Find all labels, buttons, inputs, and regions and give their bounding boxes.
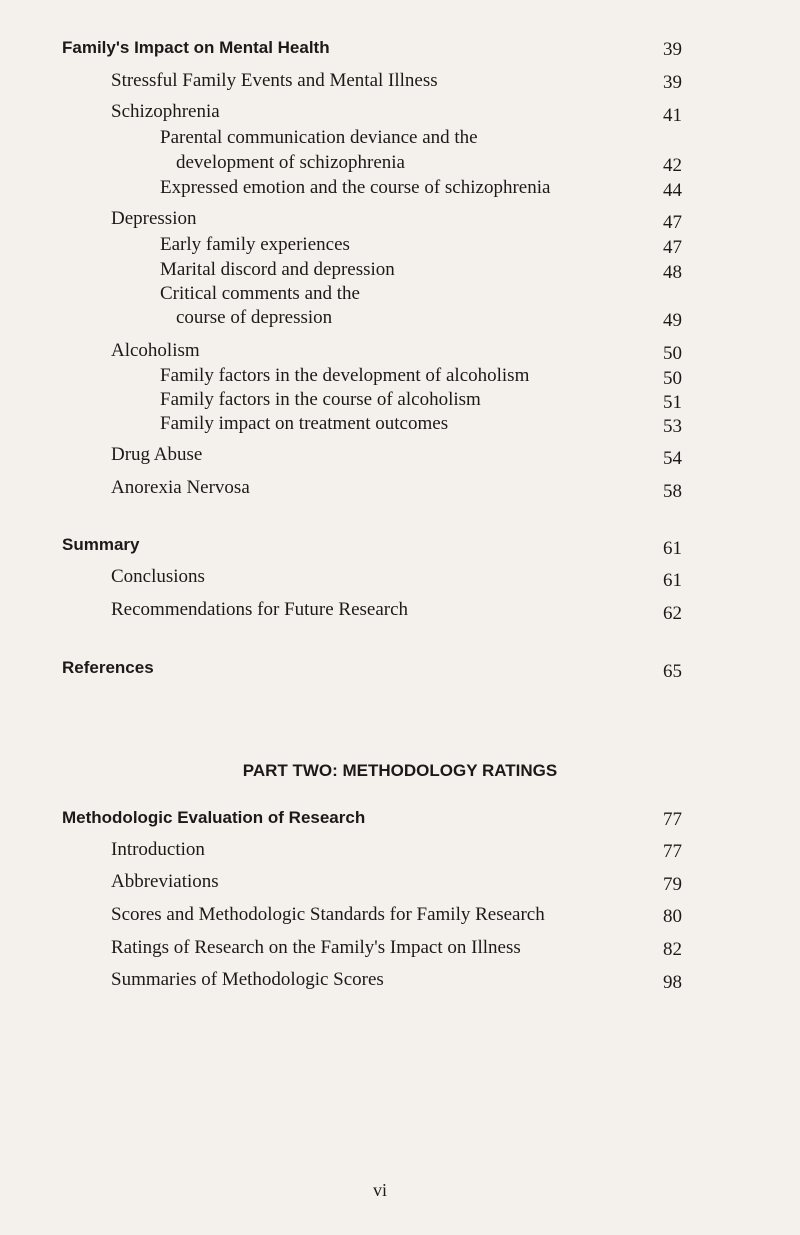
toc-page-number: 65 <box>663 661 682 682</box>
toc-entry: Alcoholism <box>111 340 200 361</box>
page-folio: vi <box>372 1180 387 1200</box>
toc-entry: Parental communication deviance and the <box>160 127 478 148</box>
toc-page-number: 48 <box>663 262 682 283</box>
toc-entry: Scores and Methodologic Standards for Family Research <box>111 904 545 925</box>
toc-page-number: 50 <box>663 368 682 389</box>
toc-entry: Methodologic Evaluation of Research <box>62 808 366 827</box>
toc-page-number: 80 <box>663 906 682 927</box>
toc-entry: Recommendations for Future Research <box>111 599 409 620</box>
part-heading: PART TWO: METHODOLOGY RATINGS <box>242 761 558 780</box>
toc-entry: Expressed emotion and the course of schizophrenia <box>160 177 551 198</box>
toc-page-number: 82 <box>663 939 682 960</box>
toc-entry: Depression <box>111 208 197 229</box>
toc-page-number: 62 <box>663 603 682 624</box>
toc-page-number: 44 <box>663 180 682 201</box>
toc-entry: Ratings of Research on the Family's Impact on Illness <box>111 937 521 958</box>
toc-entry: Family impact on treatment outcomes <box>160 413 449 434</box>
toc-page-number: 41 <box>663 105 682 126</box>
toc-page-number: 61 <box>663 538 682 559</box>
toc-entry: Family's Impact on Mental Health <box>62 38 330 57</box>
toc-page-number: 39 <box>663 39 682 60</box>
toc-page-number: 98 <box>663 972 682 993</box>
toc-page-number: 61 <box>663 570 682 591</box>
toc-entry: course of depression <box>176 307 333 328</box>
toc-entry: References <box>62 658 154 677</box>
toc-page-number: 53 <box>663 416 682 437</box>
toc-entry: Family factors in the course of alcoholism <box>160 389 481 410</box>
toc-entry: Marital discord and depression <box>160 259 395 280</box>
toc-entry: Summary <box>62 535 140 554</box>
toc-entry: Introduction <box>111 839 205 860</box>
toc-entry: Drug Abuse <box>111 444 203 465</box>
toc-entry: Schizophrenia <box>111 101 220 122</box>
toc-page-number: 54 <box>663 448 682 469</box>
toc-page-number: 39 <box>663 72 682 93</box>
toc-page-number: 50 <box>663 343 682 364</box>
toc-entry: Summaries of Methodologic Scores <box>111 969 384 990</box>
toc-entry: Anorexia Nervosa <box>111 477 250 498</box>
toc-entry: Abbreviations <box>111 871 219 892</box>
toc-entry: Family factors in the development of alcoholism <box>160 365 530 386</box>
toc-page-number: 79 <box>663 874 682 895</box>
toc-entry: Stressful Family Events and Mental Illness <box>111 70 438 91</box>
toc-entry: Conclusions <box>111 566 205 587</box>
toc-page-number: 47 <box>663 237 682 258</box>
toc-page-number: 42 <box>663 155 682 176</box>
toc-entry: development of schizophrenia <box>176 152 405 173</box>
toc-page-number: 49 <box>663 310 682 331</box>
toc-page-number: 51 <box>663 392 682 413</box>
toc-entry: Critical comments and the <box>160 283 360 304</box>
toc-page-number: 77 <box>663 841 682 862</box>
toc-page-number: 77 <box>663 809 682 830</box>
toc-entry: Early family experiences <box>160 234 350 255</box>
toc-page-number: 58 <box>663 481 682 502</box>
toc-page-number: 47 <box>663 212 682 233</box>
